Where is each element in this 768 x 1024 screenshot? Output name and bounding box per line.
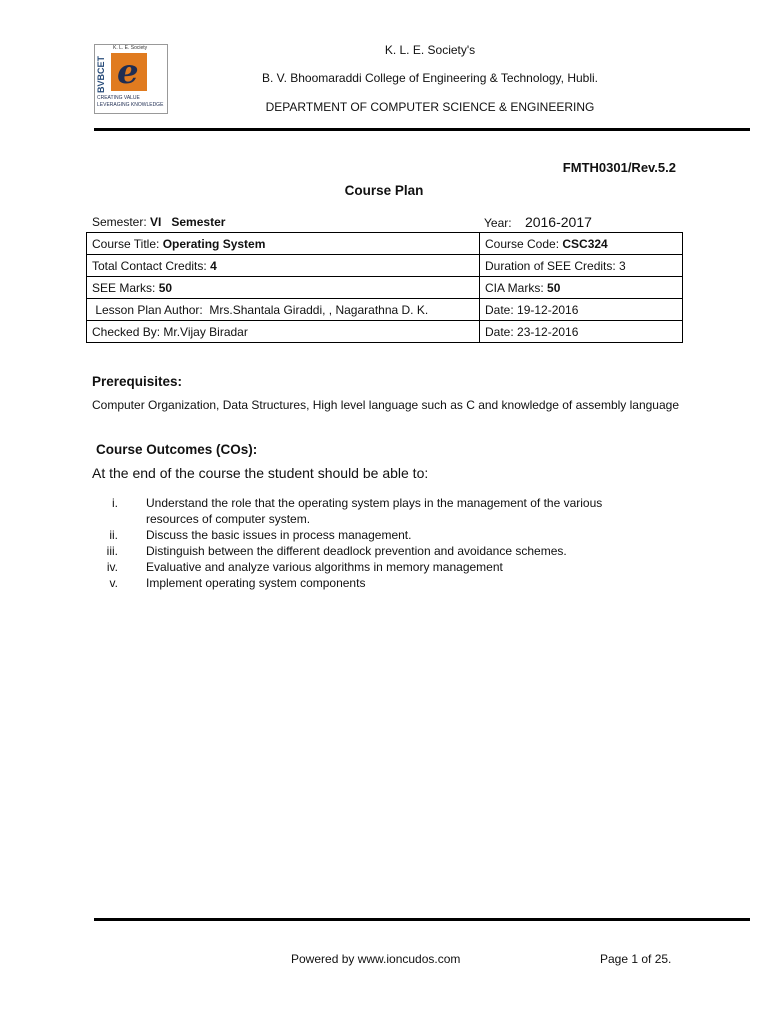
year-line bbox=[484, 214, 592, 230]
see-marks-cell: SEE Marks: 50 bbox=[87, 277, 480, 299]
powered-by-text: Powered by www.ioncudos.com bbox=[291, 952, 461, 966]
logo-e-icon: e bbox=[117, 52, 139, 92]
logo-tagline: CREATING VALUE LEVERAGING KNOWLEDGE bbox=[97, 95, 164, 108]
course-outcomes-heading: Course Outcomes (COs): bbox=[96, 442, 258, 457]
list-item: i. Understand the role that the operating system plays in the management of the various resources of computer system. bbox=[112, 496, 603, 526]
table-row bbox=[87, 233, 683, 255]
cia-marks-cell: CIA Marks: 50 bbox=[480, 277, 683, 299]
department-name: DEPARTMENT OF COMPUTER SCIENCE & ENGINEERING bbox=[265, 100, 595, 114]
year-value: 2016-2017 bbox=[524, 214, 592, 230]
semester-value: VI Semester bbox=[150, 215, 226, 229]
table-row bbox=[87, 321, 683, 343]
table-row bbox=[87, 277, 683, 299]
table-row bbox=[87, 299, 683, 321]
prerequisites-text: Computer Organization, Data Structures, High level language such as C and knowledge of assembly language bbox=[92, 398, 680, 412]
form-code: FMTH0301/Rev.5.2 bbox=[562, 160, 676, 175]
course-code-cell: Course Code: CSC324 bbox=[480, 233, 683, 255]
checked-by-cell: Checked By: Mr.Vijay Biradar bbox=[87, 321, 480, 343]
table-row bbox=[87, 255, 683, 277]
header-rule bbox=[94, 128, 750, 131]
doc-title: Course Plan bbox=[344, 183, 424, 198]
list-item: iv. Evaluative and analyze various algorithms in memory management bbox=[106, 560, 503, 574]
course-info-table bbox=[86, 232, 683, 343]
semester-line bbox=[92, 215, 225, 229]
list-item: ii. Discuss the basic issues in process management. bbox=[109, 528, 412, 542]
checked-date-cell: Date: 23-12-2016 bbox=[480, 321, 683, 343]
course-title-cell: Course Title: Operating System bbox=[87, 233, 480, 255]
list-item: iii. Distinguish between the different deadlock prevention and avoidance schemes. bbox=[106, 544, 567, 558]
page-number: Page 1 of 25. bbox=[600, 952, 672, 966]
society-name: K. L. E. Society's bbox=[384, 43, 476, 57]
see-credits-cell: Duration of SEE Credits: 3 bbox=[480, 255, 683, 277]
list-item: v. Implement operating system components bbox=[109, 576, 366, 590]
logo-society-text: K. L. E. Society bbox=[113, 45, 148, 51]
logo-side-text: BVBCET bbox=[96, 55, 106, 93]
semester-label: Semester: bbox=[92, 215, 151, 229]
footer-rule bbox=[94, 918, 750, 921]
prerequisites-heading: Prerequisites: bbox=[92, 374, 183, 389]
course-outcomes-intro: At the end of the course the student should be able to: bbox=[92, 465, 429, 481]
author-cell: Lesson Plan Author: Mrs.Shantala Giraddi, , Nagarathna D. K. bbox=[87, 299, 480, 321]
college-name: B. V. Bhoomaraddi College of Engineering & Technology, Hubli. bbox=[262, 71, 598, 85]
year-label: Year: bbox=[484, 216, 512, 230]
course-outcomes-list bbox=[96, 495, 656, 591]
contact-credits-cell: Total Contact Credits: 4 bbox=[87, 255, 480, 277]
author-date-cell: Date: 19-12-2016 bbox=[480, 299, 683, 321]
